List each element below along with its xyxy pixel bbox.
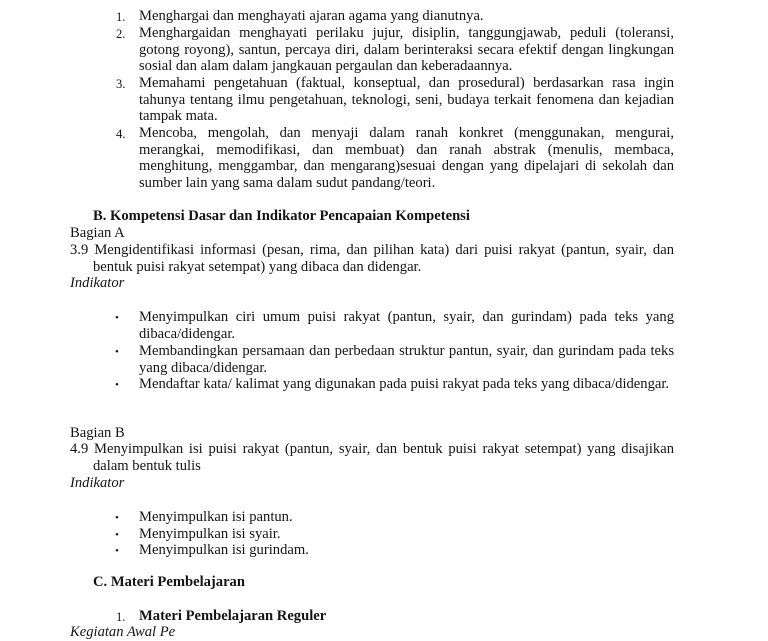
bagian-a-label: Bagian A xyxy=(70,225,125,241)
indikator-item: Membandingkan persamaan dan perbedaan struktur pantun, syair, dan gurindam pada teks yang dibaca/didengar. xyxy=(139,343,674,376)
ki-item: Menghargaidan menghayati perilaku jujur, disiplin, tanggungjawab, peduli (toleransi, gotong royong), santun, percaya diri, dalam berinteraksi secara efektif dengan lingkungan sosial dan alam dalam jangkauan pergaulan dan keberadaannya. xyxy=(139,25,674,75)
bullet-icon: • xyxy=(115,379,119,391)
indikator-item: Menyimpulkan isi syair. xyxy=(139,526,281,542)
indikator-item: Menyimpulkan isi pantun. xyxy=(139,509,293,525)
indikator-item: Mendaftar kata/ kalimat yang digunakan pada puisi rakyat pada teks yang dibaca/didengar. xyxy=(139,376,670,392)
list-number: 4. xyxy=(116,127,126,141)
indikator-label: Indikator xyxy=(70,475,125,491)
kd-3-9: 3.9 Mengidentifikasi informasi (pesan, rima, dan pilihan kata) dari puisi rakyat (pantun, syair, dan bentuk puisi rakyat setempat) yang dibaca dan didengar. xyxy=(70,242,674,275)
bullet-icon: • xyxy=(115,529,119,541)
section-c-heading: C. Materi Pembelajaran xyxy=(93,574,245,590)
bagian-b-label: Bagian B xyxy=(70,425,125,441)
bullet-icon: • xyxy=(115,545,119,557)
cut-off-line: Kegiatan Awal Pe xyxy=(70,624,176,640)
indikator-item: Menyimpulkan ciri umum puisi rakyat (pantun, syair, dan gurindam) pada teks yang dibaca/didengar. xyxy=(139,309,674,342)
kd-4-9: 4.9 Menyimpulkan isi puisi rakyat (pantun, syair, dan bentuk puisi rakyat setempat) yang disajikan dalam bentuk tulis xyxy=(70,441,674,474)
list-number: 1. xyxy=(116,610,126,624)
list-number: 1. xyxy=(116,10,126,24)
ki-item: Mencoba, mengolah, dan menyaji dalam ranah konkret (menggunakan, mengurai, merangkai, memodifikasi, dan membuat) dan ranah abstrak (menulis, membaca, menghitung, menggambar, dan mengarang)sesuai dengan yang dipelajari di sekolah dan sumber lain yang sama dalam sudut pandang/teori. xyxy=(139,125,674,192)
bullet-icon: • xyxy=(115,346,119,358)
list-number: 3. xyxy=(116,77,126,91)
ki-item: Menghargai dan menghayati ajaran agama yang dianutnya. xyxy=(139,8,484,24)
section-b-heading: B. Kompetensi Dasar dan Indikator Pencapaian Kompetensi xyxy=(93,208,470,224)
indikator-label: Indikator xyxy=(70,275,125,291)
bullet-icon: • xyxy=(115,512,119,524)
sub-heading: Materi Pembelajaran Reguler xyxy=(139,608,327,624)
list-number: 2. xyxy=(116,27,126,41)
bullet-icon: • xyxy=(115,312,119,324)
indikator-item: Menyimpulkan isi gurindam. xyxy=(139,542,309,558)
ki-item: Memahami pengetahuan (faktual, konseptual, dan prosedural) berdasarkan rasa ingin tahunya tentang ilmu pengetahuan, teknologi, seni, budaya terkait fenomena dan kejadian tampak mata. xyxy=(139,75,674,125)
